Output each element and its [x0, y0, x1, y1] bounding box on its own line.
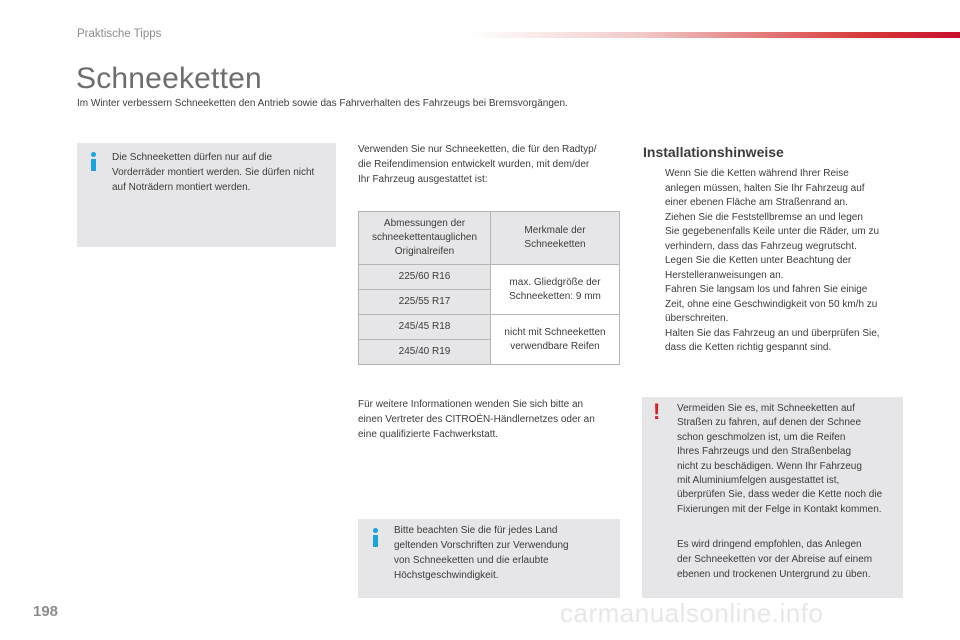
installation-heading: Installationshinweise — [643, 144, 784, 160]
table-cell-tyre: 225/60 R16 — [359, 265, 491, 290]
table-cell-spec: max. Gliedgröße der Schneeketten: 9 mm — [491, 265, 620, 315]
header-accent-bar — [470, 32, 960, 38]
list-item: Ziehen Sie die Feststellbremse an und legen Sie gegebenenfalls Keile unter die Räder, um zu verhindern, dass das Fahrzeug wegrutscht. — [665, 211, 880, 252]
table-cell-spec: nicht mit Schneeketten verwendbare Reifen — [491, 315, 620, 365]
table-cell-tyre: 245/45 R18 — [359, 315, 491, 340]
page-intro: Im Winter verbessern Schneeketten den Antrieb sowie das Fahrverhalten des Fahrzeugs bei Bremsvorgängen. — [77, 98, 568, 109]
installation-list — [643, 167, 905, 356]
list-item: Halten Sie das Fahrzeug an und überprüfen Sie, dass die Ketten richtig gespannt sind. — [665, 327, 880, 353]
table-header-chains: Merkmale der Schneeketten — [491, 212, 620, 265]
warning-icon: ! — [653, 399, 661, 424]
warning-advice-text: Es wird dringend empfohlen, das Anlegen der Schneeketten vor der Abreise auf einem ebenen und trockenen Untergrund zu üben. — [677, 539, 873, 580]
table-header-tyres: Abmessungen der schneekettentauglichen Originalreifen — [359, 212, 491, 265]
warning-box — [642, 397, 903, 598]
list-item: Legen Sie die Ketten unter Beachtung der Herstelleranweisungen an. — [665, 255, 852, 281]
dealer-info-text: Für weitere Informationen wenden Sie sich bitte an einen Vertreter des CITROËN-Händlernetzes oder an eine qualifizierte Fachwerkstatt. — [358, 399, 595, 440]
table-cell-tyre: 225/55 R17 — [359, 290, 491, 315]
page-number: 198 — [33, 603, 59, 620]
page-title: Schneeketten — [76, 62, 262, 95]
info-box-front-wheels — [77, 143, 336, 247]
info-icon — [372, 528, 378, 547]
list-item: Wenn Sie die Ketten während Ihrer Reise anlegen müssen, halten Sie Ihr Fahrzeug auf einer ebenen Fläche am Straßenrand an. — [665, 168, 865, 208]
warning-text: Vermeiden Sie es, mit Schneeketten auf Straßen zu fahren, auf denen der Schnee schon geschmolzen ist, um die Reifen Ihres Fahrzeugs und den Straßenbelag nicht zu beschädigen. Wenn Ihr Fahrzeug mit Aluminiumfelgen ausgestattet ist, überprüfen Sie, dass weder die Kette noch die Fixierungen mit der Felge in Kontakt kommen. — [677, 403, 883, 515]
chain-usage-intro: Verwenden Sie nur Schneeketten, die für den Radtyp/ die Reifendimension entwickelt wurden, mit dem/der Ihr Fahrzeug ausgestattet ist: — [358, 144, 597, 185]
table-cell-tyre: 245/40 R19 — [359, 340, 491, 365]
watermark: carmanualsonline.info — [560, 598, 824, 628]
info-box-text: Bitte beachten Sie die für jedes Land geltenden Vorschriften zur Verwendung von Schneeketten und die erlaubte Höchstgeschwindigkeit. — [394, 525, 569, 581]
list-item: Fahren Sie langsam los und fahren Sie einige Zeit, ohne eine Geschwindigkeit von 50 km/h zu überschreiten. — [665, 284, 878, 324]
info-box-regulations — [358, 519, 620, 598]
section-header: Praktische Tipps — [77, 28, 162, 40]
tyre-chain-table — [358, 211, 620, 365]
info-icon — [90, 152, 96, 171]
info-box-text: Die Schneeketten dürfen nur auf die Vorderräder montiert werden. Sie dürfen nicht auf Noträdern montiert werden. — [112, 152, 315, 193]
